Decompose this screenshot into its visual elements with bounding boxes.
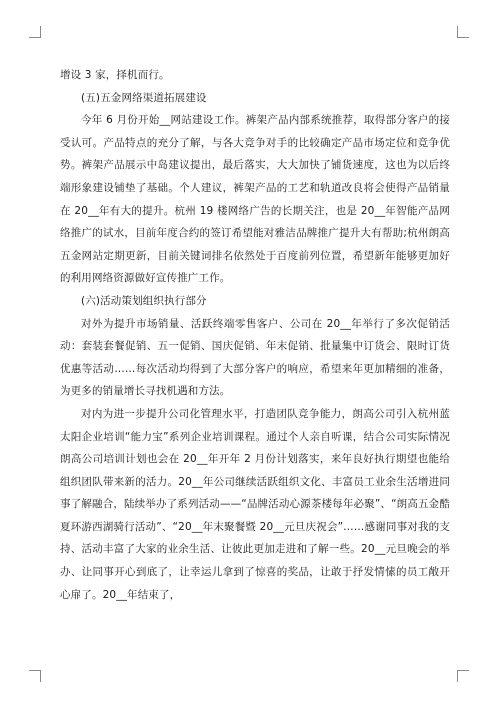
crop-mark-bottom-left (29, 670, 41, 682)
paragraph-external-promotions: 对外为提升市场销量、活跃终端零售客户、公司在 20__年举行了多次促销活动：套装套餐促销、五一促销、国庆促销、年末促销、批量集中订货会、限时订货优惠等活动……每次活动均得到了大部分客户的响应，希望来年更加精细的准备，为更多的销量增长寻找机遇和方法。 (60, 317, 450, 398)
document-body (60, 64, 450, 606)
crop-mark-bottom-right (457, 670, 469, 682)
paragraph-network-channel: 今年 6 月份开始__网站建设工作。裤架产品内部系统推荐，取得部分客户的接受认可。产品特点的充分了解，与各大竞争对手的比较确定产品市场定位和竞争优势。裤架产品展示中岛建议提出，最后落实，大大加快了铺货速度，这也为以后终端形象建设铺垫了基础。个人建议，裤架产品的工艺和轨道改良将会使得产品销量在 20__年有大的提升。杭州 19 楼网络广告的长期关注，也是 20__年智能产品网络推广的试水，目前年度合约的签订希望能对雅洁品牌推广提升大有帮助;杭州朗高五金网站定期更新，目前关键词排名依然处于百度前列位置，希望新年能够更加好的利用网络资源做好宣传推广工作。 (60, 114, 450, 285)
crop-mark-top-right (457, 26, 469, 38)
paragraph-internal-management: 对内为进一步提升公司化管理水平，打造团队竞争能力，朗高公司引入杭州蓝太阳企业培训“能力宝”系列企业培训课程。通过个人亲自听课，结合公司实际情况朗高公司培训计划也会在 20__年开年 2 月份计划落实，来年良好执行期望也能给组织团队带来新的活力。20__年公司继续活跃组织文化、丰富员工业余生活增进同事了解融合，陆续举办了系列活动——“品牌活动心源茶楼每年必聚”、“朗高五金酷夏环游西湖骑行活动”、“20__年末聚餐暨 20__元旦庆祝会”……感谢同事对我的支持、活动丰富了大家的业余生活、让彼此更加走进和了解一些。20__元旦晚会的举办、让同事开心到底了，让幸运儿拿到了惊喜的奖品，让敢于抒发情愫的员工敞开心扉了。20__年结束了， (60, 407, 450, 601)
paragraph-continuation: 增设 3 家，择机而行。 (60, 69, 170, 81)
crop-mark-top-left (29, 26, 41, 38)
section-heading-hardware-network: (五)五金网络渠道拓展建设 (81, 91, 207, 104)
section-heading-activity-planning: (六)活动策划组织执行部分 (81, 294, 207, 307)
